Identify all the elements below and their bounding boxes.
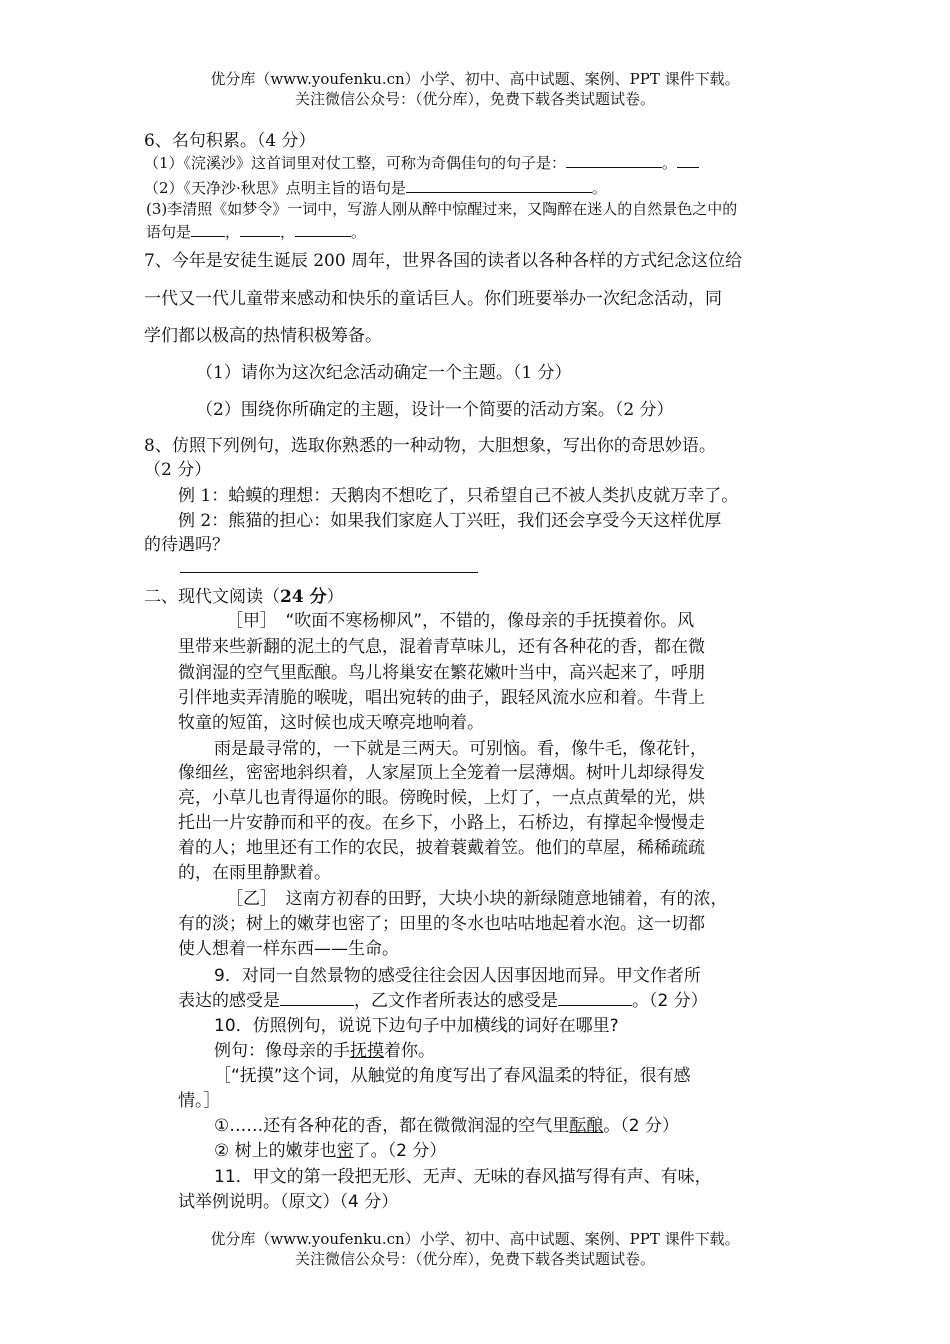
q9-line-2: 表达的感受是 ，乙文作者所表达的感受是 。（2 分）: [178, 991, 708, 1011]
passage-jia-p2-line-1: 雨是最寻常的，一下就是三两天。可别恼。看，像牛毛，像花针，: [214, 739, 707, 759]
q7-line-1: 7、今年是安徒生诞辰 200 周年，世界各国的读者以各种各样的方式纪念这位给: [144, 251, 743, 271]
q10-item-2: ② 树上的嫩芽也密了。（2 分）: [214, 1141, 447, 1161]
header-line-1: 优分库（www.youfenku.cn）小学、初中、高中试题、案例、PPT 课件下载。: [210, 70, 740, 88]
passage-jia-p1-line-2: 里带来些新翻的泥土的气息，混着青草味儿，还有各种花的香，都在微: [178, 637, 705, 657]
passage-jia-p2-line-5: 着的人；地里还有工作的农民，披着蓑戴着笠。他们的草屋，稀稀疏疏: [178, 838, 705, 858]
q11-line-2: 试举例说明。（原文）（4 分）: [178, 1192, 399, 1212]
q6-item-1: （1）《浣溪沙》这首词里对仗工整，可称为奇偶佳句的句子是： 。: [144, 152, 699, 173]
passage-yi-line-1: ［乙］ 这南方初春的田野，大块小块的新绿随意地铺着，有的浓，: [226, 889, 728, 909]
header-line-2: 关注微信公众号：（优分库），免费下载各类试题试卷。: [294, 90, 655, 108]
passage-jia-p1-line-5: 牧童的短笛，这时候也成天嘹亮地响着。: [178, 713, 484, 733]
q8-example-2-line-2: 的待遇吗？: [144, 535, 229, 555]
answer-blank[interactable]: [406, 178, 592, 193]
q10-item-1: ①……还有各种花的香，都在微微润湿的空气里酝酿。（2 分）: [214, 1116, 679, 1136]
q8-line-1: 8、仿照下列例句，选取你熟悉的一种动物，大胆想象，写出你的奇思妙语。: [144, 436, 716, 456]
answer-blank[interactable]: [191, 222, 225, 237]
passage-jia-p2-line-6: 的，在雨里静默着。: [178, 863, 331, 883]
answer-blank[interactable]: [280, 991, 354, 1006]
section-2-title: 二、现代文阅读（24 分）: [144, 587, 344, 607]
q10-example: 例句：像母亲的手抚摸着你。: [214, 1041, 435, 1061]
q7-sub-2: （2）围绕你所确定的主题，设计一个简要的活动方案。（2 分）: [196, 400, 674, 420]
passage-yi-line-2: 有的淡；树上的嫩芽也密了；田里的冬水也咕咕地起着水泡。这一切都: [178, 914, 705, 934]
q6-item-3-line-1: (3)李清照《如梦令》一词中，写游人刚从醉中惊醒过来，又陶醉在迷人的自然景色之中的: [146, 200, 738, 218]
passage-jia-p2-line-2: 像细丝，密密地斜织着，人家屋顶上全笼着一层薄烟。树叶儿却绿得发: [178, 763, 705, 783]
passage-jia-p2-line-4: 托出一片安静而和平的夜。在乡下，小路上，石桥边，有撑起伞慢慢走: [178, 813, 705, 833]
answer-blank[interactable]: [677, 153, 699, 168]
footer-line-2: 关注微信公众号：（优分库），免费下载各类试题试卷。: [294, 1250, 655, 1268]
q11-line-1: 11．甲文的第一段把无形、无声、无味的春风描写得有声、有味，: [214, 1167, 712, 1187]
q8-example-2-line-1: 例 2：熊猫的担心：如果我们家庭人丁兴旺，我们还会享受今天这样优厚: [178, 511, 722, 531]
q10-answer-line-2: 情。］: [178, 1091, 221, 1111]
q10-answer-line-1: ［“抚摸”这个词，从触觉的角度写出了春风温柔的特征，很有感: [214, 1066, 691, 1086]
passage-yi-line-3: 使人想着一样东西——生命。: [178, 939, 399, 959]
q8-answer-line[interactable]: [180, 572, 478, 573]
q7-line-3: 学们都以极高的热情积极筹备。: [144, 326, 382, 346]
q6-item-2: （2）《天净沙·秋思》点明主旨的语句是 。: [144, 179, 607, 197]
answer-blank[interactable]: [558, 991, 632, 1006]
answer-blank[interactable]: [295, 222, 351, 237]
q6-title: 6、名句积累。（4 分）: [144, 131, 316, 151]
passage-jia-p2-line-3: 亮，小草儿也青得逼你的眼。傍晚时候，上灯了，一点点黄晕的光，烘: [178, 788, 705, 808]
q8-line-2: （2 分）: [144, 460, 212, 480]
passage-jia-p1-line-4: 引伴地卖弄清脆的喉咙，唱出宛转的曲子，跟轻风流水应和着。牛背上: [178, 688, 705, 708]
q10-title: 10．仿照例句，说说下边句子中加横线的词好在哪里?: [214, 1016, 619, 1036]
q8-example-1: 例 1：蛤蟆的理想：天鹅肉不想吃了，只希望自己不被人类扒皮就万幸了。: [178, 486, 739, 506]
answer-blank[interactable]: [566, 153, 662, 168]
footer-line-1: 优分库（www.youfenku.cn）小学、初中、高中试题、案例、PPT 课件下载。: [210, 1230, 740, 1248]
q6-item-3-line-2: 语句是 ， ， 。: [146, 223, 367, 241]
q7-sub-1: （1）请你为这次纪念活动确定一个主题。（1 分）: [196, 363, 572, 383]
passage-jia-p1-line-3: 微润湿的空气里酝酿。鸟儿将巢安在繁花嫩叶当中，高兴起来了，呼朋: [178, 663, 705, 683]
passage-jia-p1-line-1: ［甲］ “吹面不寒杨柳风”，不错的，像母亲的手抚摸着你。风: [226, 611, 695, 631]
q9-line-1: 9．对同一自然景物的感受往往会因人因事因地而异。甲文作者所: [214, 966, 701, 986]
answer-blank[interactable]: [240, 222, 280, 237]
q7-line-2: 一代又一代儿童带来感动和快乐的童话巨人。你们班要举办一次纪念活动，同: [144, 289, 722, 309]
